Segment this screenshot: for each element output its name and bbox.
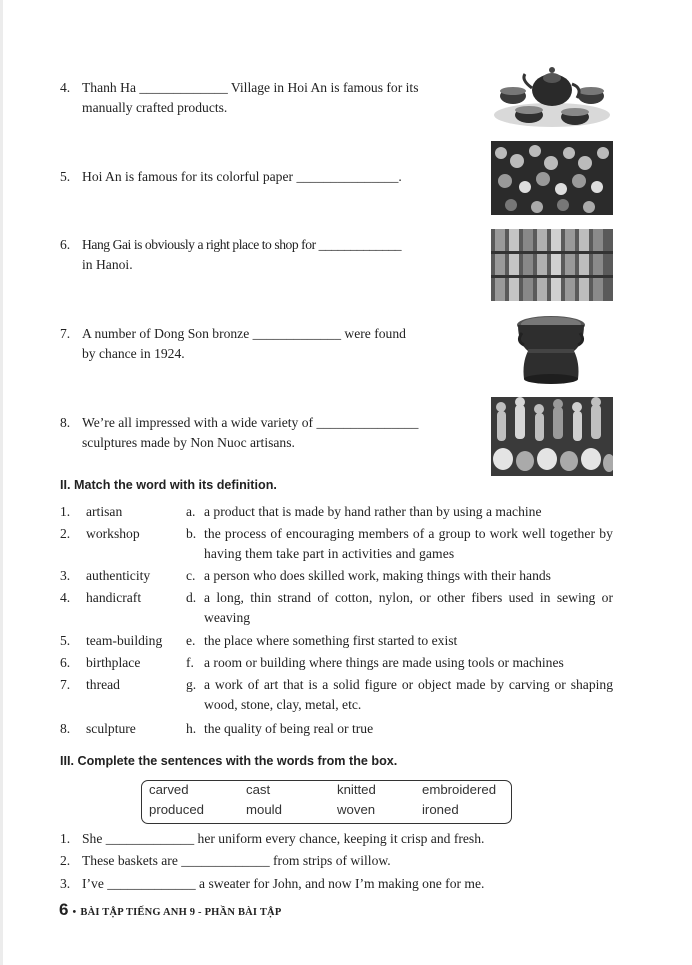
box-word: carved <box>149 782 189 797</box>
section-3-heading: III. Complete the sentences with the words from the box. <box>60 754 398 768</box>
footer-bullet: • <box>72 907 77 918</box>
sentence-2: 2. These baskets are _____________ from strips of willow. <box>60 853 391 868</box>
box-word: cast <box>246 782 271 797</box>
box-word: woven <box>337 802 376 817</box>
box-word: produced <box>149 802 204 817</box>
exercise-item-4: 4. Thanh Ha _____________ Village in Hoi An is famous for its manually crafted products. <box>60 80 419 115</box>
book-title: BÀI TẬP TIẾNG ANH 9 - PHẦN BÀI TẬP <box>80 907 282 918</box>
exercise-item-6: 6. Hang Gai is obviously a right place to shop for _____________ in Hanoi. <box>60 237 402 272</box>
bronze-drum-image <box>514 313 588 387</box>
word-box <box>141 780 512 824</box>
tea-set-image <box>491 60 613 132</box>
section-2-heading: II. Match the word with its definition. <box>60 478 277 492</box>
box-word: knitted <box>337 782 376 797</box>
matching-list: 1. artisan a. a product that is made by hand rather than by using a machine 2. workshop b. the process of encouraging members of a group to work well together by having them take part in activities and games 3. authenticity c. a person who does skilled work, making things with their hands 4. handicraft d. a long, thin strand of cotton, nylon, or other fibers used in sewing or weaving 5. team-building e. the place where something first started to exist 6. birthplace f. a room or building where things are made using tools or machines 7. thread g. a work of art that is a solid figure or object made by carving or shaping wood, stone, clay, metal, etc. 8. sculpture h. the quality of being real or true <box>60 504 613 736</box>
box-word: ironed <box>422 802 459 817</box>
page-footer <box>59 900 281 920</box>
lanterns-image <box>491 141 613 215</box>
page-edge <box>0 0 3 965</box>
page-number: 6 <box>59 900 69 919</box>
sentence-1: 1. She _____________ her uniform every chance, keeping it crisp and fresh. <box>60 831 485 846</box>
exercise-item-5: 5. Hoi An is famous for its colorful paper _______________. <box>60 169 402 184</box>
exercise-item-7: 7. A number of Dong Son bronze _____________ were found by chance in 1924. <box>60 326 406 361</box>
exercise-item-8: 8. We’re all impressed with a wide variety of _______________ sculptures made by Non Nuoc artisans. <box>60 415 419 450</box>
stone-sculptures-image <box>491 397 613 476</box>
box-word: mould <box>246 802 282 817</box>
box-word: embroidered <box>422 782 497 797</box>
silk-fabric-image <box>491 229 613 301</box>
sentence-3: 3. I’ve _____________ a sweater for John, and now I’m making one for me. <box>60 876 485 891</box>
